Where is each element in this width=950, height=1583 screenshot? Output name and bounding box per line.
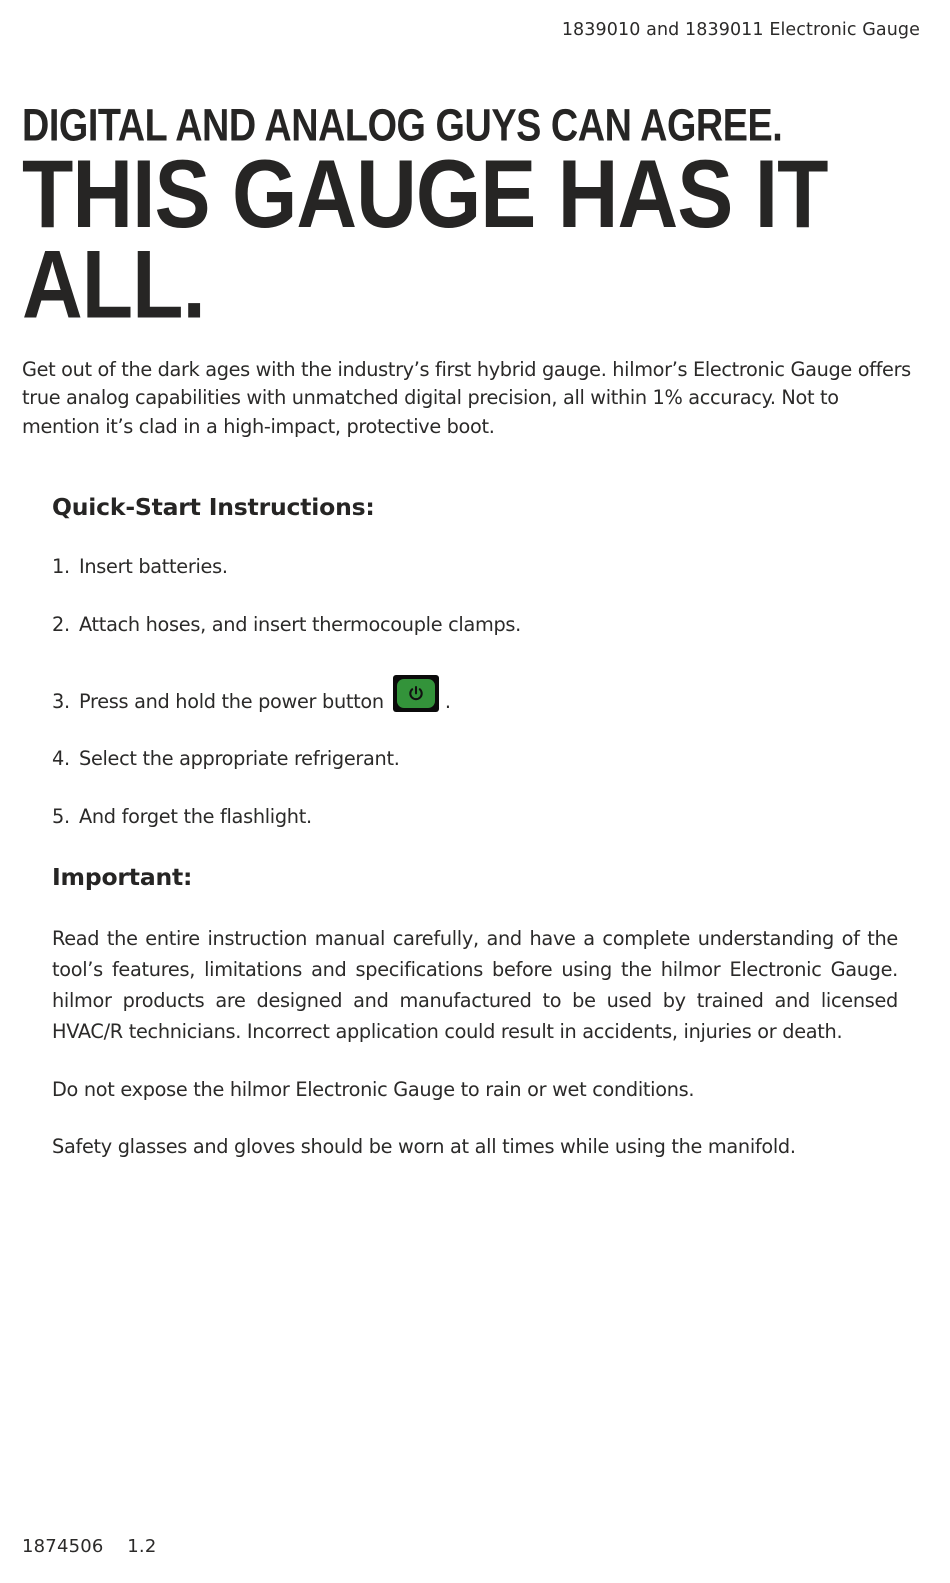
quick-start-step bbox=[52, 613, 898, 637]
document-header-product-code: 1839010 and 1839011 Electronic Gauge bbox=[561, 20, 920, 40]
quick-start-step bbox=[52, 671, 898, 713]
important-paragraph-3: Safety glasses and gloves should be worn at all times while using the manifold. bbox=[52, 1135, 796, 1159]
intro-paragraph: Get out of the dark ages with the industry’s first hybrid gauge. hilmor’s Electronic Gauge offers true analog capabilities with unmatched digital precision, all within 1% accuracy. Not to mention it’s clad in a high-impact, protective boot. bbox=[22, 357, 911, 439]
important-paragraph-1: Read the entire instruction manual carefully, and have a complete understanding of the tool’s features, limitations and specifications before using the hilmor Electronic Gauge. hilmor products are designed and manufactured to be used by trained and licensed HVAC/R technicians. Incorrect application could result in accidents, injuries or death. bbox=[52, 927, 898, 1043]
power-button-icon bbox=[393, 675, 439, 712]
important-paragraph-2: Do not expose the hilmor Electronic Gauge to rain or wet conditions. bbox=[52, 1077, 695, 1101]
quick-start-step bbox=[52, 747, 898, 771]
power-button-green-pad bbox=[397, 679, 435, 708]
step-number: 3. bbox=[52, 690, 70, 713]
step-number: 2. bbox=[52, 613, 70, 636]
quick-start-step bbox=[52, 555, 898, 579]
quick-start-step bbox=[52, 805, 898, 829]
step-text: And forget the flashlight. bbox=[79, 805, 312, 828]
quick-start-step-list bbox=[52, 555, 898, 829]
step-text: Press and hold the power button bbox=[79, 690, 384, 713]
step-text: Attach hoses, and insert thermocouple clamps. bbox=[79, 613, 521, 636]
step-number: 1. bbox=[52, 555, 70, 578]
step-text: Select the appropriate refrigerant. bbox=[79, 747, 400, 770]
headline-line-1: DIGITAL AND ANALOG GUYS CAN AGREE. bbox=[22, 99, 783, 151]
important-heading: Important: bbox=[52, 863, 193, 891]
body-content-block bbox=[52, 493, 898, 1163]
headline-line-2: THIS GAUGE HAS IT ALL. bbox=[22, 139, 828, 339]
document-footer-part-number: 1874506 1.2 bbox=[22, 1536, 157, 1557]
step-number: 5. bbox=[52, 805, 70, 828]
step-suffix-period: . bbox=[444, 690, 451, 713]
step-text: Insert batteries. bbox=[79, 555, 228, 578]
headline-block bbox=[22, 99, 928, 339]
step-number: 4. bbox=[52, 747, 70, 770]
quick-start-heading: Quick-Start Instructions: bbox=[52, 493, 375, 521]
